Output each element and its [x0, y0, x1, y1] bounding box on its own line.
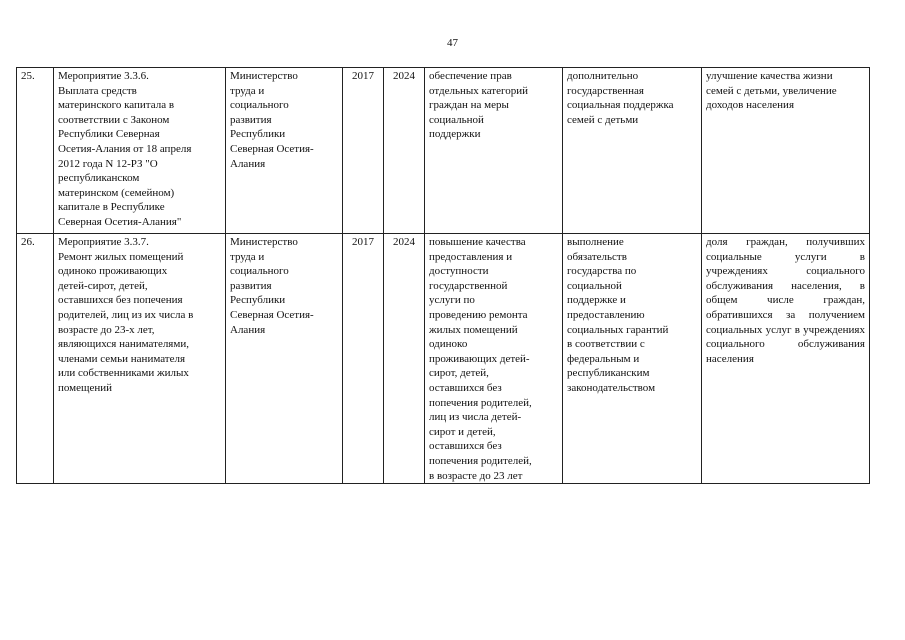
- event-cell-line: Северная Осетия-Алания": [58, 215, 182, 228]
- consequence-cell-line: федеральным и: [567, 352, 640, 365]
- result-cell-line: поддержки: [429, 128, 481, 141]
- executor-cell-line: Министерство: [230, 236, 298, 248]
- page-number: 47: [447, 37, 458, 49]
- event-cell-line: республиканском: [58, 172, 140, 185]
- result-cell-line: оставшихся без: [429, 381, 502, 394]
- indicator-cell-line: семей с детьми, увеличение: [706, 84, 837, 97]
- consequence-cell-line: дополнительно: [567, 70, 639, 82]
- executor-cell: [226, 68, 343, 234]
- executor-cell-line: труда и: [230, 84, 265, 97]
- result-cell-line: обеспечение прав: [429, 70, 512, 82]
- consequence-cell-line: социальная поддержка: [567, 99, 674, 112]
- executor-cell-line: Северная Осетия-: [230, 142, 314, 155]
- measures-table: [16, 67, 870, 484]
- result-cell-line: проведению ремонта: [429, 308, 528, 321]
- executor-cell: [226, 234, 343, 484]
- executor-cell-line: Алания: [230, 323, 266, 336]
- event-cell-line: Мероприятие 3.3.6.: [58, 70, 149, 82]
- table-body: [17, 68, 870, 484]
- result-cell-line: попечения родителей,: [429, 396, 532, 409]
- consequence-cell-line: предоставлению: [567, 308, 645, 321]
- start-year-cell: 2017: [343, 234, 384, 484]
- result-cell-line: в возрасте до 23 лет: [429, 469, 523, 482]
- consequence-cell: [563, 68, 702, 234]
- indicator-cell: доля граждан, получивших социальные услуги в учреждениях социального обслуживания населения, в общем числе граждан, обратившихся за получением социальных услуг в учреждениях социального обслуживания населения: [702, 234, 870, 484]
- result-cell-line: предоставления и: [429, 250, 513, 263]
- event-cell-line: членами семьи нанимателя: [58, 352, 186, 365]
- result-cell-line: отдельных категорий: [429, 84, 529, 97]
- row-number: 26.: [17, 234, 54, 484]
- executor-cell-line: развития: [230, 113, 272, 126]
- consequence-cell-line: социальной: [567, 279, 622, 292]
- result-cell: [425, 68, 563, 234]
- end-year-cell: 2024: [384, 234, 425, 484]
- event-cell-line: соответствии с Законом: [58, 113, 170, 126]
- indicator-cell-line: улучшение качества жизни: [706, 70, 833, 82]
- result-cell-line: услуги по: [429, 294, 475, 307]
- result-cell-line: попечения родителей,: [429, 454, 532, 467]
- result-cell-line: сирот, детей,: [429, 367, 489, 380]
- result-cell-line: сирот и детей,: [429, 425, 496, 438]
- event-cell-line: Выплата средств: [58, 84, 137, 97]
- consequence-cell-line: государства по: [567, 265, 637, 278]
- indicator-cell: [702, 68, 870, 234]
- executor-cell-line: социального: [230, 99, 289, 112]
- consequence-cell-line: в соответствии с: [567, 338, 645, 351]
- result-cell-line: лиц из числа детей-: [429, 411, 522, 424]
- row-number: 25.: [17, 68, 54, 234]
- event-cell-line: одиноко проживающих: [58, 265, 168, 278]
- consequence-cell-line: социальных гарантий: [567, 323, 669, 336]
- result-cell-line: повышение качества: [429, 236, 526, 248]
- consequence-cell-line: государственная: [567, 84, 644, 97]
- result-cell-line: социальной: [429, 113, 484, 126]
- executor-cell-line: развития: [230, 279, 272, 292]
- event-cell-line: возрасте до 23-х лет,: [58, 323, 155, 336]
- consequence-cell-line: республиканским: [567, 367, 650, 380]
- event-cell-line: помещений: [58, 381, 113, 394]
- event-cell-line: капитале в Республике: [58, 201, 165, 214]
- table-row: [17, 68, 870, 234]
- event-cell-line: Ремонт жилых помещений: [58, 250, 184, 263]
- result-cell: [425, 234, 563, 484]
- executor-cell-line: труда и: [230, 250, 265, 263]
- consequence-cell-line: выполнение: [567, 236, 624, 248]
- executor-cell-line: Республики: [230, 128, 286, 141]
- result-cell-line: доступности: [429, 265, 489, 278]
- consequence-cell: [563, 234, 702, 484]
- executor-cell-line: Республики: [230, 294, 286, 307]
- event-cell: [54, 234, 226, 484]
- event-cell-line: Республики Северная: [58, 128, 160, 141]
- start-year-cell: 2017: [343, 68, 384, 234]
- event-cell-line: материнского капитала в: [58, 99, 175, 112]
- consequence-cell-line: обязательств: [567, 250, 627, 263]
- event-cell-line: детей-сирот, детей,: [58, 279, 148, 292]
- event-cell-line: 2012 года N 12-РЗ "О: [58, 157, 158, 170]
- indicator-cell-line: доходов населения: [706, 99, 794, 112]
- executor-cell-line: Северная Осетия-: [230, 308, 314, 321]
- result-cell-line: одиноко: [429, 338, 468, 351]
- result-cell-line: граждан на меры: [429, 99, 509, 112]
- result-cell-line: оставшихся без: [429, 440, 502, 453]
- event-cell-line: Осетия-Алания от 18 апреля: [58, 142, 192, 155]
- event-cell-line: являющихся нанимателями,: [58, 338, 189, 351]
- executor-cell-line: социального: [230, 265, 289, 278]
- event-cell-line: или собственниками жилых: [58, 367, 189, 380]
- event-cell-line: материнском (семейном): [58, 186, 175, 199]
- executor-cell-line: Министерство: [230, 70, 298, 82]
- result-cell-line: государственной: [429, 279, 508, 292]
- consequence-cell-line: поддержке и: [567, 294, 626, 307]
- event-cell-line: родителей, лиц из их числа в: [58, 308, 194, 321]
- result-cell-line: жилых помещений: [429, 323, 518, 336]
- table-row: [17, 234, 870, 484]
- executor-cell-line: Алания: [230, 157, 266, 170]
- event-cell-line: Мероприятие 3.3.7.: [58, 236, 149, 248]
- event-cell-line: оставшихся без попечения: [58, 294, 183, 307]
- result-cell-line: проживающих детей-: [429, 352, 530, 365]
- consequence-cell-line: законодательством: [567, 381, 656, 394]
- consequence-cell-line: семей с детьми: [567, 113, 639, 126]
- end-year-cell: 2024: [384, 68, 425, 234]
- event-cell: [54, 68, 226, 234]
